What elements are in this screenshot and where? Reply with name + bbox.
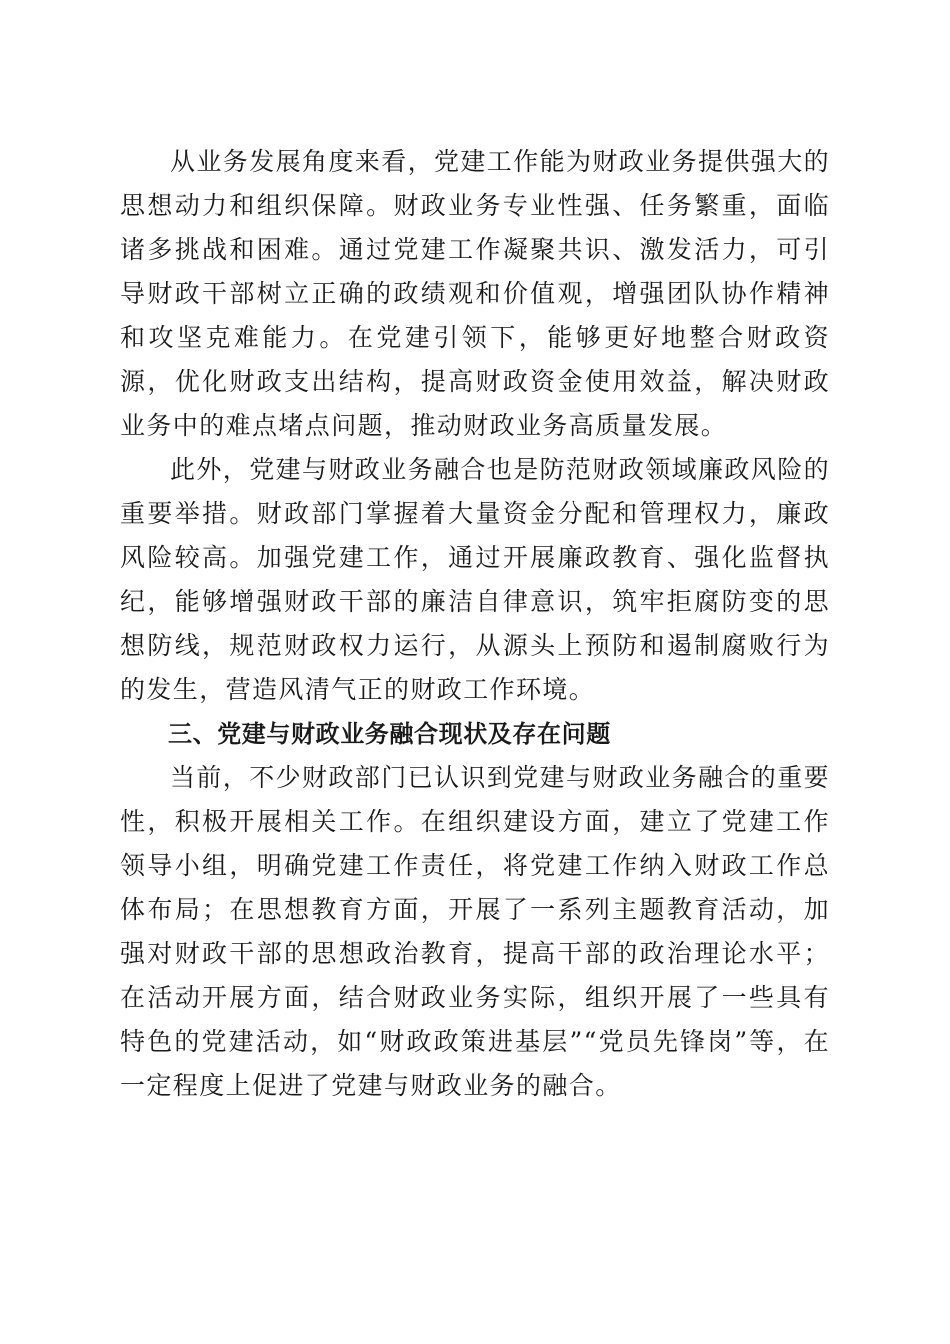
paragraph-integrity-risk: 此外，党建与财政业务融合也是防范财政领域廉政风险的重要举措。财政部门掌握着大量资金分配和管理权力，廉政风险较高。加强党建工作，通过开展廉政教育、强化监督执纪，能够增强财政干部的廉洁自律意识，筑牢拒腐防变的思想防线，规范财政权力运行，从源头上预防和遏制腐败行为的发生，营造风清气正的财政工作环境。: [120, 455, 831, 704]
section-heading: 三、党建与财政业务融合现状及存在问题: [168, 720, 611, 748]
paragraph-current-status: 当前，不少财政部门已认识到党建与财政业务融合的重要性，积极开展相关工作。在组织建设方面，建立了党建工作领导小组，明确党建工作责任，将党建工作纳入财政工作总体布局；在思想教育方面，开展了一系列主题教育活动，加强对财政干部的思想政治教育，提高干部的政治理论水平；在活动开展方面，结合财政业务实际，组织开展了一些具有特色的党建活动，如“财政政策进基层”“党员先锋岗”等，在一定程度上促进了党建与财政业务的融合。: [120, 763, 831, 1100]
document-page: [120, 140, 830, 1108]
paragraph-business-development: 从业务发展角度来看，党建工作能为财政业务提供强大的思想动力和组织保障。财政业务专业性强、任务繁重，面临诸多挑战和困难。通过党建工作凝聚共识、激发活力，可引导财政干部树立正确的政绩观和价值观，增强团队协作精神和攻坚克难能力。在党建引领下，能够更好地整合财政资源，优化财政支出结构，提高财政资金使用效益，解决财政业务中的难点堵点问题，推动财政业务高质量发展。: [120, 147, 831, 440]
